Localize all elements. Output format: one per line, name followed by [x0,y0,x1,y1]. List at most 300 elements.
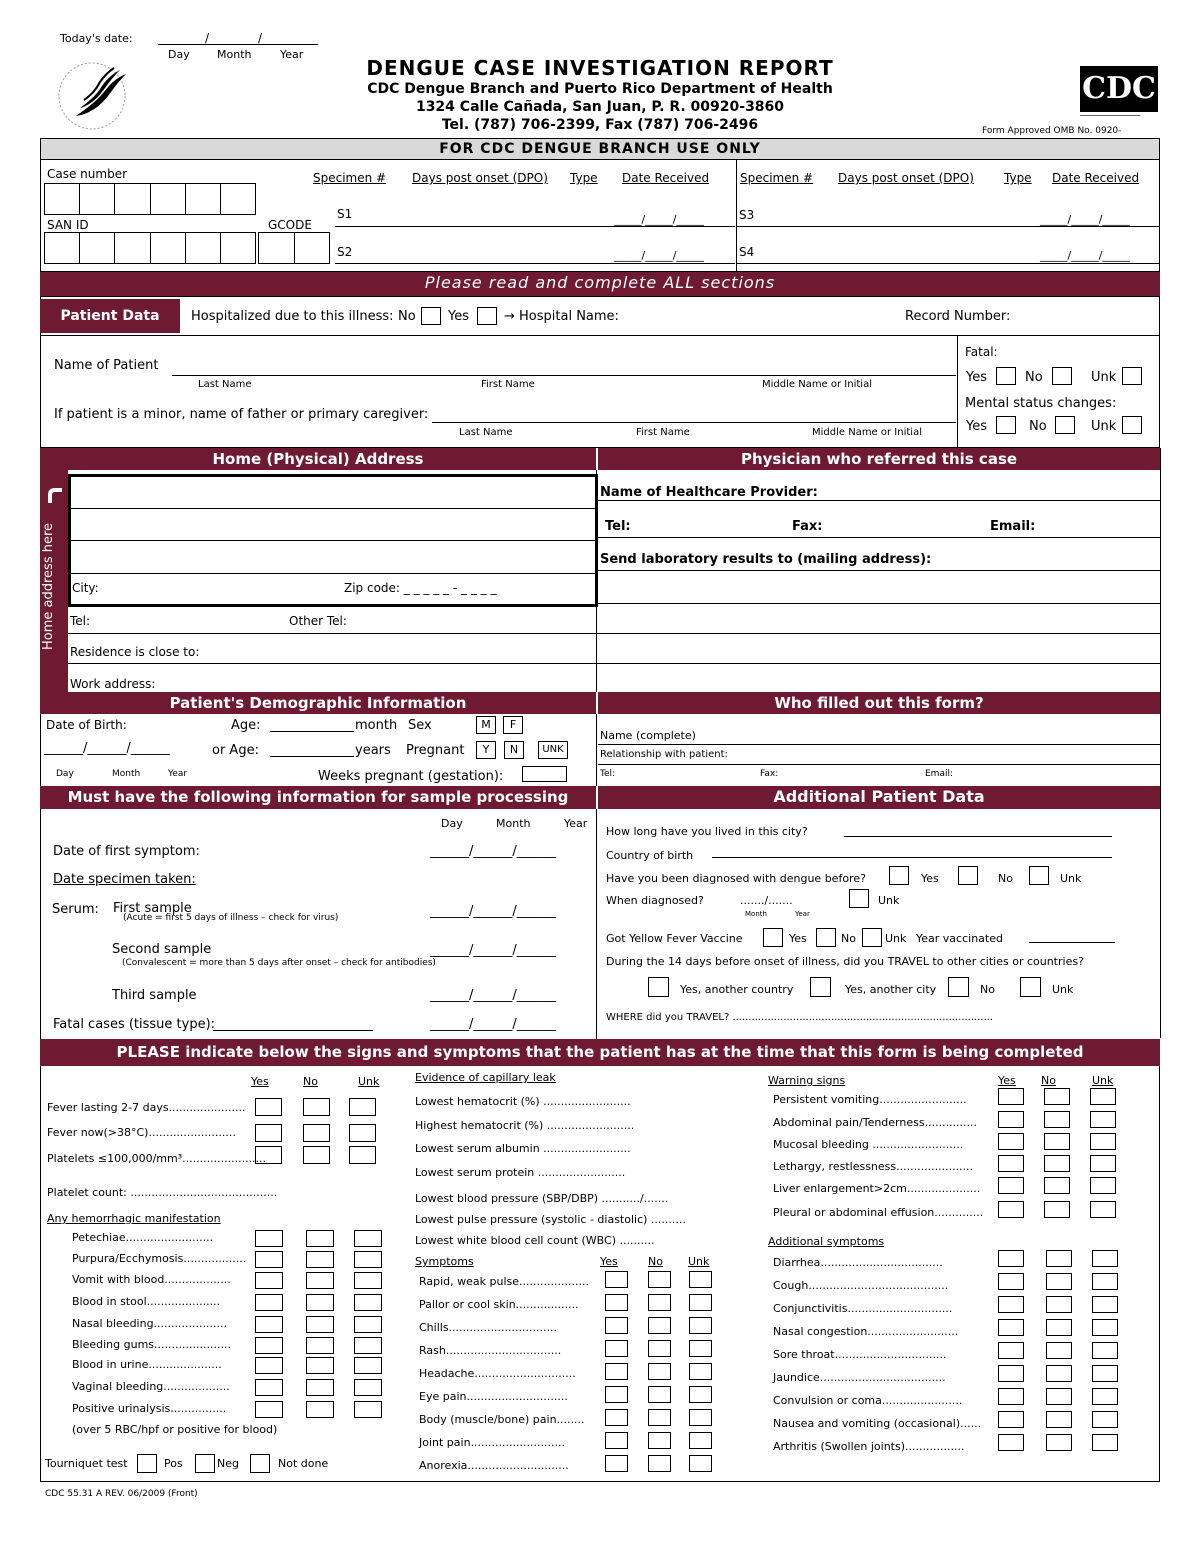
col1-3-no-checkbox[interactable] [303,1146,330,1164]
date-received-header-left: Date Received [622,171,710,185]
second-sample-note: (Convalescent = more than 5 days after onset – check for antibodies) [122,958,436,968]
org-name: CDC Dengue Branch and Puerto Rico Department of Health [367,81,833,97]
pregnant-n-box[interactable]: N [504,741,524,759]
sym-7-unk-checkbox[interactable] [689,1409,712,1426]
warn-6-yes-checkbox[interactable] [998,1201,1024,1218]
weeks-pregnant-label: Weeks pregnant (gestation): [318,769,504,784]
years-label: years [355,743,391,758]
addsym-9-yes-checkbox[interactable] [998,1434,1024,1451]
diagnosed-unk-label: Unk [1060,872,1082,885]
today-day-label: Day [168,48,190,61]
col1-unk-header: Unk [358,1075,380,1088]
addsym-1-yes-checkbox[interactable] [998,1250,1024,1267]
tourniquet-label: Tourniquet test [45,1457,128,1470]
lived-question: How long have you lived in this city? [606,825,808,838]
dob-month-label: Month [112,769,141,779]
fatal-no-checkbox[interactable] [1052,367,1072,385]
sym-6-label: Eye pain............................. [419,1390,568,1403]
specimen-s1: S1 [337,207,353,221]
cap-2-label: Highest hematocrit (%) ......................... [415,1119,635,1132]
addsym-2-unk-checkbox[interactable] [1092,1273,1118,1290]
warn-1-unk-checkbox[interactable] [1090,1088,1116,1105]
travel-city-checkbox[interactable] [810,977,831,997]
dpo-header-right: Days post onset (DPO) [838,171,974,185]
fever-now-label: Fever now(>38°C)......................... [47,1126,236,1139]
mailing-line-3[interactable] [598,633,1160,634]
warn-2-no-checkbox[interactable] [1044,1111,1070,1128]
sym-8-label: Joint pain........................... [419,1436,565,1449]
year-vaccinated-line[interactable] [1029,942,1115,943]
yellow-unk-checkbox[interactable] [862,928,882,947]
warn-4-no-checkbox[interactable] [1044,1155,1070,1172]
addsym-6-label: Jaundice.................................... [773,1371,946,1384]
country-birth-line[interactable] [712,857,1112,858]
pregnant-unk-box[interactable]: UNK [538,741,568,759]
sym-7-yes-checkbox[interactable] [605,1409,628,1426]
hem-6-no-checkbox[interactable] [306,1337,334,1354]
additional-data-title: Additional Patient Data [598,786,1160,809]
warn-6-label: Pleural or abdominal effusion.............. [773,1206,984,1219]
warn-1-label: Persistent vomiting......................... [773,1093,967,1106]
hem-7-label: Blood in urine..................... [72,1358,222,1371]
addsym-7-label: Convulsion or coma....................... [773,1394,963,1407]
pregnant-y-box[interactable]: Y [476,741,496,759]
sym-2-yes-checkbox[interactable] [605,1294,628,1311]
sym-8-yes-checkbox[interactable] [605,1432,628,1449]
addsym-7-no-checkbox[interactable] [1046,1388,1072,1405]
hem-1-unk-checkbox[interactable] [354,1230,382,1247]
col1-2-yes-checkbox[interactable] [255,1124,282,1142]
addsym-8-label: Nausea and vomiting (occasional)...... [773,1417,982,1430]
tourniquet-neg-checkbox[interactable] [195,1454,215,1473]
sym-7-label: Body (muscle/bone) pain........ [419,1413,585,1426]
specimen-s2-line[interactable] [335,263,735,264]
warn-4-yes-checkbox[interactable] [998,1155,1024,1172]
cap-1-label: Lowest hematocrit (%) ......................... [415,1095,631,1108]
travel-no-checkbox[interactable] [948,977,969,997]
warn-3-no-checkbox[interactable] [1044,1133,1070,1150]
cap-4-label: Lowest serum protein ......................... [415,1166,626,1179]
hem-5-unk-checkbox[interactable] [354,1316,382,1333]
sym-6-no-checkbox[interactable] [648,1386,671,1403]
addsym-6-no-checkbox[interactable] [1046,1365,1072,1382]
warn-5-yes-checkbox[interactable] [998,1177,1024,1194]
addsym-7-yes-checkbox[interactable] [998,1388,1024,1405]
specimen-s4: S4 [739,245,755,259]
hem-2-unk-checkbox[interactable] [354,1251,382,1268]
mental-yes-checkbox[interactable] [996,416,1016,434]
mental-no-label: No [1029,419,1047,434]
s3-date[interactable]: _____/_____/_____ [1040,213,1130,226]
hem-1-yes-checkbox[interactable] [255,1230,283,1247]
hem-9-no-checkbox[interactable] [306,1401,334,1418]
diagnosed-no-label: No [998,872,1013,885]
yellow-yes-checkbox[interactable] [763,928,783,947]
addsym-4-no-checkbox[interactable] [1046,1319,1072,1336]
travel-question: During the 14 days before onset of illness, did you TRAVEL to other cities or countries? [606,955,1084,968]
cdc-use-title: FOR CDC DENGUE BRANCH USE ONLY [439,141,761,157]
relationship-label: Relationship with patient: [600,749,728,760]
hem-8-no-checkbox[interactable] [306,1379,334,1396]
hem-3-no-checkbox[interactable] [306,1272,334,1289]
sex-m-box[interactable]: M [476,716,496,734]
hospitalized-label: Hospitalized due to this illness: [191,309,394,324]
sex-f-box[interactable]: F [503,716,523,734]
cdc-logo: CDC [1080,66,1158,112]
sym-2-no-checkbox[interactable] [648,1294,671,1311]
hospital-name-label: → Hospital Name: [504,309,619,324]
addsym-3-no-checkbox[interactable] [1046,1296,1072,1313]
addsym-9-no-checkbox[interactable] [1046,1434,1072,1451]
sym-4-yes-checkbox[interactable] [605,1340,628,1357]
tourniquet-notdone-label: Not done [278,1457,329,1470]
home-address-title: Home (Physical) Address [40,448,596,470]
physician-fax-label: Fax: [792,519,823,534]
caregiver-label: If patient is a minor, name of father or primary caregiver: [54,407,429,422]
specimen-s2: S2 [337,245,353,259]
warn-6-no-checkbox[interactable] [1044,1201,1070,1218]
hem-5-no-checkbox[interactable] [306,1316,334,1333]
hem-2-yes-checkbox[interactable] [255,1251,283,1268]
gcode-label: GCODE [268,218,312,232]
today-date-line[interactable] [158,44,318,45]
cdc-logo-subtitle-icon: ━━━━━━━━━━━━━━━━━━━━ [1080,114,1141,119]
hem-6-unk-checkbox[interactable] [354,1337,382,1354]
hem-9-unk-checkbox[interactable] [354,1401,382,1418]
warn-6-unk-checkbox[interactable] [1090,1201,1116,1218]
sym-4-label: Rash................................. [419,1344,562,1357]
capillary-label: Evidence of capillary leak [415,1071,556,1084]
hospitalized-no-checkbox[interactable] [421,307,441,325]
urinalysis-note: (over 5 RBC/hpf or positive for blood) [72,1423,278,1436]
travel-unk-checkbox[interactable] [1020,977,1041,997]
hem-3-yes-checkbox[interactable] [255,1272,283,1289]
sym-7-no-checkbox[interactable] [648,1409,671,1426]
addsym-8-yes-checkbox[interactable] [998,1411,1024,1428]
sym-5-no-checkbox[interactable] [648,1363,671,1380]
diagnosed-yes-checkbox[interactable] [889,866,909,885]
warn-3-label: Mucosal bleeding .......................... [773,1138,964,1151]
sym-4-no-checkbox[interactable] [648,1340,671,1357]
type-header-right: Type [1004,171,1032,185]
pregnant-label: Pregnant [406,743,465,758]
mental-status-label: Mental status changes: [965,396,1117,411]
city-label: City: [72,581,99,595]
warn-2-unk-checkbox[interactable] [1090,1111,1116,1128]
hem-8-yes-checkbox[interactable] [255,1379,283,1396]
patient-name-line[interactable] [172,375,956,376]
physician-email-label: Email: [990,519,1036,534]
mental-no-checkbox[interactable] [1055,416,1075,434]
addsym-1-no-checkbox[interactable] [1046,1250,1072,1267]
demographic-title: Patient's Demographic Information [40,692,596,714]
fatal-label: Fatal: [965,345,998,359]
month-label: month [355,718,398,733]
col1-2-unk-checkbox[interactable] [349,1124,376,1142]
dob-blank[interactable]: ______/______/______ [44,741,170,756]
col1-1-yes-checkbox[interactable] [255,1098,282,1116]
hem-2-no-checkbox[interactable] [306,1251,334,1268]
dob-day-label: Day [56,769,74,779]
age-months-line[interactable] [270,731,354,732]
fatal-unk-checkbox[interactable] [1122,367,1142,385]
hem-5-yes-checkbox[interactable] [255,1316,283,1333]
addsym-3-unk-checkbox[interactable] [1092,1296,1118,1313]
tel-label: Tel: [70,614,91,628]
addsym-4-yes-checkbox[interactable] [998,1319,1024,1336]
addsym-5-yes-checkbox[interactable] [998,1342,1024,1359]
warn-4-unk-checkbox[interactable] [1090,1155,1116,1172]
sex-label: Sex [408,718,432,733]
hem-7-no-checkbox[interactable] [306,1357,334,1374]
hem-1-label: Petechiae......................... [72,1231,214,1244]
addsym-4-label: Nasal congestion.......................... [773,1325,959,1338]
relationship-line[interactable] [598,764,1160,765]
specimen-s3: S3 [739,208,755,222]
where-travel[interactable]: WHERE did you TRAVEL? .................................................................................. [606,1012,994,1023]
sym-5-yes-checkbox[interactable] [605,1363,628,1380]
yellow-unk-label: Unk [885,932,907,945]
dob-label: Date of Birth: [46,718,127,732]
addsym-6-unk-checkbox[interactable] [1092,1365,1118,1382]
warn-2-yes-checkbox[interactable] [998,1111,1024,1128]
hem-9-label: Positive urinalysis................ [72,1402,227,1415]
age-years-line[interactable] [270,756,354,757]
zip-label[interactable]: Zip code: _ _ _ _ _ - _ _ _ _ [344,581,497,595]
sym-5-label: Headache............................. [419,1367,576,1380]
s1-date[interactable]: _____/_____/_____ [614,213,704,226]
mailing-line-4[interactable] [598,663,1160,664]
hem-5-label: Nasal bleeding..................... [72,1317,227,1330]
specimen-header-right: Specimen # [740,171,814,185]
addsym-9-unk-checkbox[interactable] [1092,1434,1118,1451]
platelet-count-label[interactable]: Platelet count: .......................................... [47,1186,278,1199]
tourniquet-pos-checkbox[interactable] [137,1454,157,1473]
case-number-boxes[interactable] [44,183,256,215]
sym-1-label: Rapid, weak pulse.................... [419,1275,589,1288]
provider-line[interactable] [598,500,1160,501]
patient-last-name-label: Last Name [198,379,252,390]
addsym-5-label: Sore throat................................ [773,1348,947,1361]
col2-yes-header: Yes [600,1255,618,1268]
yellow-no-checkbox[interactable] [816,928,836,947]
diagnosed-question: Have you been diagnosed with dengue before? [606,872,866,885]
patient-name-label: Name of Patient [54,358,159,373]
form-approved: Form Approved OMB No. 0920- [982,126,1122,136]
col1-1-unk-checkbox[interactable] [349,1098,376,1116]
sym-8-unk-checkbox[interactable] [689,1432,712,1449]
filler-name-line[interactable] [598,744,1160,745]
when-month-label: Month [745,910,767,918]
hospitalized-yes-checkbox[interactable] [477,307,497,325]
hem-6-label: Bleeding gums...................... [72,1338,231,1351]
mental-unk-checkbox[interactable] [1122,416,1142,434]
filler-tel-label: Tel: [600,769,616,779]
dpo-header-left: Days post onset (DPO) [412,171,548,185]
hem-9-yes-checkbox[interactable] [255,1401,283,1418]
weeks-pregnant-box[interactable] [522,766,567,782]
col1-2-no-checkbox[interactable] [303,1124,330,1142]
sym-2-unk-checkbox[interactable] [689,1294,712,1311]
hem-6-yes-checkbox[interactable] [255,1337,283,1354]
age-label: Age: [231,718,261,733]
sym-3-unk-checkbox[interactable] [689,1317,712,1334]
specimen-s1-line[interactable] [335,226,735,227]
sym-5-unk-checkbox[interactable] [689,1363,712,1380]
cap-6-label: Lowest pulse pressure (systolic - diastolic) .......... [415,1213,686,1226]
addsym-2-no-checkbox[interactable] [1046,1273,1072,1290]
san-id-boxes[interactable] [44,232,256,264]
addsym-8-no-checkbox[interactable] [1046,1411,1072,1428]
addsym-3-label: Conjunctivitis.............................. [773,1302,953,1315]
addsym-5-no-checkbox[interactable] [1046,1342,1072,1359]
hem-7-unk-checkbox[interactable] [354,1357,382,1374]
col1-yes-header: Yes [251,1075,269,1088]
today-year-label: Year [280,48,304,61]
form-footer: CDC 55.31 A REV. 06/2009 (Front) [45,1489,198,1499]
sym-8-no-checkbox[interactable] [648,1432,671,1449]
fatal-yes-label: Yes [966,370,987,385]
sym-9-yes-checkbox[interactable] [605,1455,628,1472]
hospitalized-no-label: No [398,309,416,324]
fatal-no-label: No [1025,370,1043,385]
col1-3-unk-checkbox[interactable] [349,1146,376,1164]
today-date-label: Today's date: [60,32,133,45]
sym-1-yes-checkbox[interactable] [605,1271,628,1288]
caregiver-first-name-label: First Name [636,427,690,438]
col1-1-no-checkbox[interactable] [303,1098,330,1116]
signs-title: PLEASE indicate below the signs and symptoms that the patient has at the time that this form is being completed [40,1039,1160,1066]
hem-4-no-checkbox[interactable] [306,1294,334,1311]
hem-7-yes-checkbox[interactable] [255,1357,283,1374]
other-tel-label: Other Tel: [289,614,347,628]
caregiver-name-line[interactable] [432,422,956,423]
cap-7-label: Lowest white blood cell count (WBC) .......... [415,1234,655,1247]
work-address-label: Work address: [70,677,156,691]
mailing-line-1[interactable] [598,570,1160,571]
hem-4-yes-checkbox[interactable] [255,1294,283,1311]
specimen-s4-line[interactable] [737,263,1160,264]
addsym-8-unk-checkbox[interactable] [1092,1411,1118,1428]
yellow-fever-label: Got Yellow Fever Vaccine [606,932,743,945]
warn-3-yes-checkbox[interactable] [998,1133,1024,1150]
diagnosed-yes-label: Yes [921,872,939,885]
addsym-4-unk-checkbox[interactable] [1092,1319,1118,1336]
serum-label: Serum: [52,902,99,917]
mailing-line-2[interactable] [598,603,1160,604]
diagnosed-unk-checkbox[interactable] [1029,866,1049,885]
addsym-6-yes-checkbox[interactable] [998,1365,1024,1382]
sym-1-no-checkbox[interactable] [648,1271,671,1288]
warning-label: Warning signs [768,1074,846,1087]
cap-5-label: Lowest blood pressure (SBP/DBP) .........../....... [415,1192,669,1205]
s4-date[interactable]: _____/_____/_____ [1040,249,1130,262]
travel-no-label: No [980,983,995,996]
sym-2-label: Pallor or cool skin.................. [419,1298,579,1311]
specimen-header-left: Specimen # [313,171,387,185]
physician-title: Physician who referred this case [598,448,1160,470]
col2-unk-header: Unk [688,1255,710,1268]
addsym-7-unk-checkbox[interactable] [1092,1388,1118,1405]
hem-8-label: Vaginal bleeding................... [72,1380,230,1393]
hhs-seal-icon [54,58,134,132]
addsym-1-label: Diarrhea................................... [773,1256,943,1269]
addsym-2-yes-checkbox[interactable] [998,1273,1024,1290]
first-symptom-label: Date of first symptom: [53,844,200,859]
tourniquet-notdone-checkbox[interactable] [250,1454,270,1473]
hem-3-label: Vomit with blood................... [72,1273,231,1286]
s2-date[interactable]: _____/_____/_____ [614,249,704,262]
warn-5-unk-checkbox[interactable] [1090,1177,1116,1194]
first-sample-date[interactable]: ______/______/______ [430,904,556,919]
hem-1-no-checkbox[interactable] [306,1230,334,1247]
sym-6-yes-checkbox[interactable] [605,1386,628,1403]
travel-country-checkbox[interactable] [648,977,669,997]
sample-month-col: Month [496,817,531,830]
yellow-no-label: No [841,932,856,945]
hem-8-unk-checkbox[interactable] [354,1379,382,1396]
warn-1-yes-checkbox[interactable] [998,1088,1024,1105]
gcode-boxes[interactable] [258,232,330,264]
sample-year-col: Year [564,817,588,830]
addsym-5-unk-checkbox[interactable] [1092,1342,1118,1359]
hem-3-unk-checkbox[interactable] [354,1272,382,1289]
second-sample-date[interactable]: ______/______/______ [430,943,556,958]
lived-line[interactable] [844,836,1112,837]
fatal-tissue-date[interactable]: ______/______/______ [430,1017,556,1032]
hem-4-unk-checkbox[interactable] [354,1294,382,1311]
travel-city-label: Yes, another city [845,983,937,996]
filler-fax-label: Fax: [760,769,779,779]
sym-9-unk-checkbox[interactable] [689,1455,712,1472]
first-symptom-date[interactable]: ______/______/______ [430,844,556,859]
or-age-label: or Age: [212,743,259,758]
warn-1-no-checkbox[interactable] [1044,1088,1070,1105]
sym-3-no-checkbox[interactable] [648,1317,671,1334]
tourniquet-pos-label: Pos [164,1457,183,1470]
country-birth-label: Country of birth [606,849,694,862]
fatal-yes-checkbox[interactable] [996,367,1016,385]
sym-6-unk-checkbox[interactable] [689,1386,712,1403]
form-title: DENGUE CASE INVESTIGATION REPORT [366,56,834,80]
when-unk-checkbox[interactable] [849,889,869,908]
when-diagnosed-blank[interactable]: ......./....... [740,894,793,907]
warn-5-no-checkbox[interactable] [1044,1177,1070,1194]
warn-5-label: Liver enlargement>2cm..................... [773,1182,981,1195]
addsym-3-yes-checkbox[interactable] [998,1296,1024,1313]
when-unk-label: Unk [878,894,900,907]
addsym-1-unk-checkbox[interactable] [1092,1250,1118,1267]
fatal-tissue-line[interactable] [213,1030,373,1031]
sym-4-unk-checkbox[interactable] [689,1340,712,1357]
filler-name-label: Name (complete) [600,729,696,742]
mental-unk-label: Unk [1091,419,1117,434]
sym-1-unk-checkbox[interactable] [689,1271,712,1288]
third-sample-date[interactable]: ______/______/______ [430,988,556,1003]
warn-3-unk-checkbox[interactable] [1090,1133,1116,1150]
hem-2-label: Purpura/Ecchymosis.................. [72,1252,247,1265]
col2-no-header: No [648,1255,663,1268]
diagnosed-no-checkbox[interactable] [958,866,978,885]
sym-3-yes-checkbox[interactable] [605,1317,628,1334]
platelets-label: Platelets ≤100,000/mm³........................ [47,1152,267,1165]
travel-country-label: Yes, another country [680,983,794,996]
specimen-s3-line[interactable] [737,226,1160,227]
sym-9-no-checkbox[interactable] [648,1455,671,1472]
col1-3-yes-checkbox[interactable] [255,1146,282,1164]
filler-email-label: Email: [925,769,954,779]
first-sample-label: First sample [113,901,192,916]
